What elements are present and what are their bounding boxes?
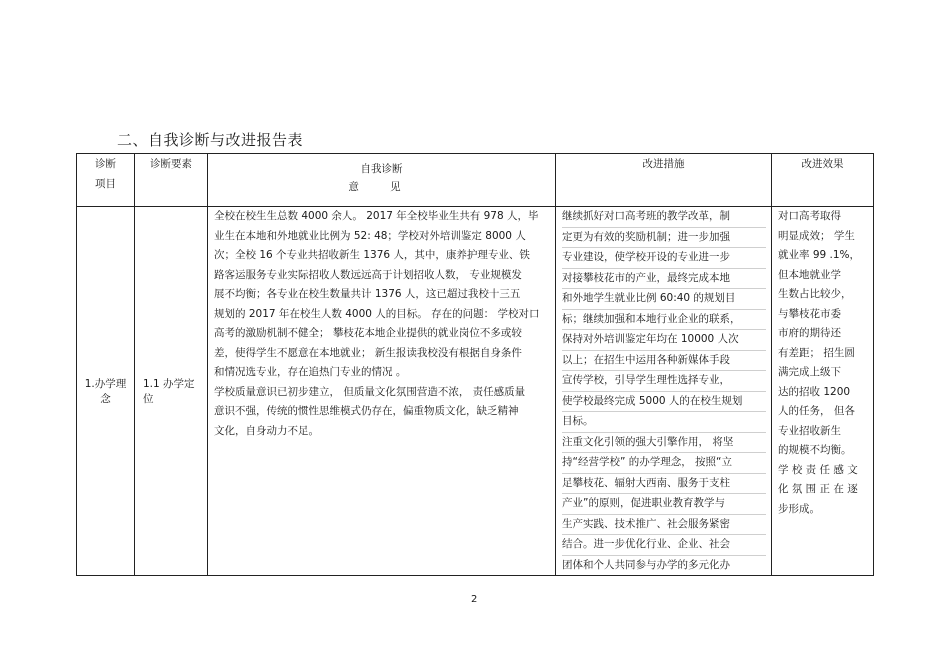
diagnosis-text-line: 次；全校 16 个专业共招收新生 1376 人，其中，康养护理专业、铁 <box>214 249 530 261</box>
effect-text-line: 与攀枝花市委 <box>778 307 841 320</box>
table-row <box>77 207 874 576</box>
measures-text-line: 保持对外培训鉴定年均在 10000 人次 <box>562 330 766 351</box>
diagnosis-text-line: 展不均衡；各专业在校生数量共计 1376 人，这已超过我校十三五 <box>214 288 521 300</box>
diagnosis-text-line: 学校质量意识已初步建立， 但质量文化氛围营造不浓， 责任感质量 <box>214 385 526 398</box>
diagnosis-text-line: 高考的激励机制不健全； 攀枝花本地企业提供的就业岗位不多或较 <box>214 327 522 339</box>
effect-text-line: 的规模不均衡。 <box>778 444 852 456</box>
effect-text-line: 满完成上级下 <box>778 366 841 378</box>
header-improvement-effect: 改进效果 <box>772 154 874 207</box>
measures-text-line: 和外地学生就业比例 60:40 的规划目 <box>562 289 766 310</box>
header-improvement-measures: 改进措施 <box>556 154 772 207</box>
cell-effect <box>772 207 874 576</box>
effect-text-line: 达的招收 1200 <box>778 385 851 398</box>
measures-text-line: 定更为有效的奖励机制；进一步加强 <box>562 228 766 249</box>
cell-measures <box>556 207 772 576</box>
measures-text-line: 对接攀枝花市的产业，最终完成本地 <box>562 269 766 290</box>
measures-text-line: 使学校最终完成 5000 人的在校生规划 <box>562 392 766 413</box>
measures-text-line: 继续抓好对口高考班的教学改革，制 <box>562 207 766 228</box>
effect-text-line: 市府的期待还 <box>778 327 841 339</box>
diagnosis-text-line: 差，使得学生不愿意在本地就业； 新生报读我校没有根据自身条件 <box>214 346 522 359</box>
measures-text-line: 产业”的原则，促进职业教育教学与 <box>562 494 766 515</box>
effect-text-line: 明显成效； 学生 <box>778 229 855 242</box>
diagnosis-text-line: 业生在本地和外地就业比例为 52: 48；学校对外培训鉴定 8000 人 <box>214 229 526 242</box>
measures-text-line: 团体和个人共同参与办学的多元化办 <box>562 558 730 571</box>
header-diagnosis-project: 诊断 项目 <box>77 154 135 207</box>
effect-text-line: 化 氛 围 正 在 逐 <box>778 483 858 495</box>
header-diagnosis-element: 诊断要素 <box>135 154 208 207</box>
measures-text-line: 足攀枝花、辐射大西南、服务于支柱 <box>562 474 766 495</box>
effect-text-line: 学 校 责 任 感 文 <box>778 463 858 476</box>
effect-text-line: 就业率 99 .1%， <box>778 249 861 261</box>
effect-text-line: 有差距； 招生圆 <box>778 346 855 359</box>
page-number: 2 <box>471 594 478 605</box>
header-self-diagnosis: 自我诊断 意 见 <box>208 154 556 207</box>
diagnosis-text-line: 和情况选专业，存在追热门专业的情况 。 <box>214 366 407 378</box>
measures-text-line: 注重文化引领的强大引擎作用， 将坚 <box>562 433 766 454</box>
diagnosis-text-line: 文化，自身动力不足。 <box>214 424 319 437</box>
table-header-row <box>77 154 874 207</box>
cell-project: 1.办学理 念 <box>77 207 135 576</box>
diagnosis-text-line: 意识不强，传统的惯性思维模式仍存在，偏重物质文化，缺乏精神 <box>214 405 519 417</box>
effect-text-line: 生数占比较少， <box>778 288 852 300</box>
measures-text-line: 生产实践、技术推广、社会服务紧密 <box>562 515 766 536</box>
diagnosis-text-line: 规划的 2017 年在校生人数 4000 人的目标。 存在的问题： 学校对口 <box>214 307 540 320</box>
measures-text-line: 目标。 <box>562 412 766 433</box>
measures-text-line: 持“经营学校” 的办学理念， 按照“立 <box>562 453 766 474</box>
effect-text-line: 专业招收新生 <box>778 424 841 437</box>
effect-text-line: 步形成。 <box>778 502 820 515</box>
effect-text-line: 但本地就业学 <box>778 268 841 281</box>
measures-text-line: 以上；在招生中运用各种新媒体手段 <box>562 351 766 372</box>
section-title: 二、自我诊断与改进报告表 <box>117 131 304 149</box>
measures-text-line: 标；继续加强和本地行业企业的联系， <box>562 310 766 331</box>
effect-text-line: 对口高考取得 <box>778 210 841 222</box>
diagnosis-text-line: 路客运服务专业实际招收人数远远高于计划招收人数， 专业规模发 <box>214 268 522 281</box>
measures-text-line: 宣传学校，引导学生理性选择专业， <box>562 371 766 392</box>
measures-text-line: 专业建设，使学校开设的专业进一步 <box>562 248 766 269</box>
effect-text-line: 人的任务， 但各 <box>778 405 855 417</box>
diagnosis-report-table <box>76 153 874 576</box>
cell-element: 1.1 办学定 位 <box>135 207 208 576</box>
measures-text-line: 结合。进一步优化行业、企业、社会 <box>562 535 766 556</box>
cell-diagnosis <box>208 207 556 576</box>
diagnosis-text-line: 全校在校生生总数 4000 余人。 2017 年全校毕业生共有 978 人，毕 <box>214 210 539 222</box>
